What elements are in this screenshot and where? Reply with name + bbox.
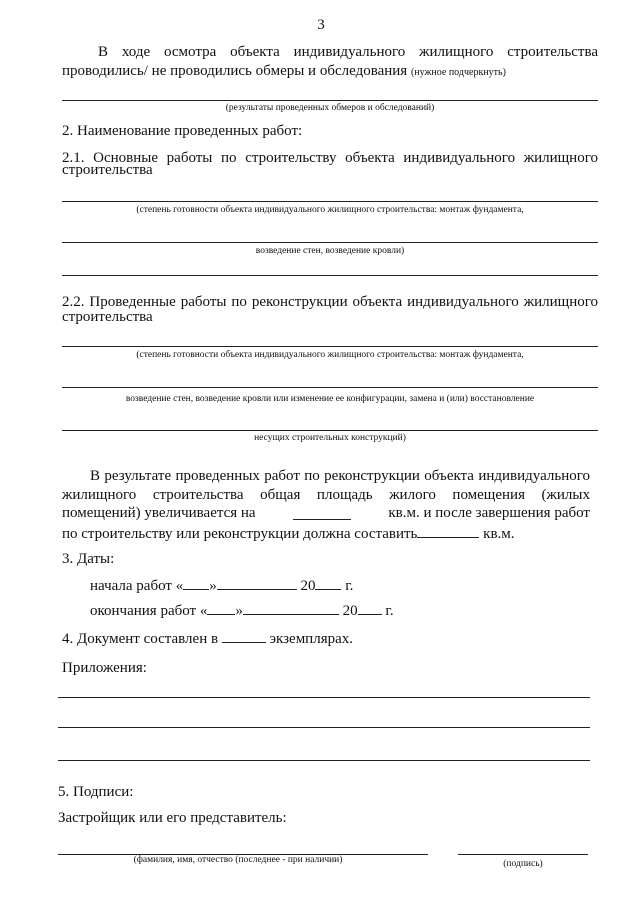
dates-heading: 3. Даты: bbox=[62, 551, 115, 567]
end-year-prefix: 20 bbox=[342, 603, 358, 619]
section-2-2-line-1: 2.2. Проведенные работы по реконструкции объекта индивидуального жилищного bbox=[62, 294, 598, 310]
section-2-2-caption-3: несущих строительных конструкций) bbox=[254, 433, 406, 443]
result-line-3-prefix: помещений) увеличивается на bbox=[62, 505, 256, 521]
copies-count-field[interactable] bbox=[222, 628, 266, 643]
section-2-1-line-b[interactable] bbox=[62, 242, 598, 243]
result-line-4-prefix: по строительству или реконструкции должна составить bbox=[62, 526, 418, 542]
area-increase-field[interactable] bbox=[293, 505, 351, 520]
section-2-1-line-2: строительства bbox=[62, 162, 153, 178]
result-line-3-suffix: кв.м. и после завершения работ bbox=[388, 505, 590, 521]
developer-signature-caption: (подпись) bbox=[503, 859, 543, 869]
section-2-1-caption-1: (степень готовности объекта индивидуального жилищного строительства: монтаж фундамента, bbox=[136, 205, 524, 215]
copies-row bbox=[62, 628, 353, 647]
end-quote-close: » bbox=[235, 603, 243, 619]
result-line-3 bbox=[62, 505, 590, 521]
result-line-4-suffix: кв.м. bbox=[483, 526, 515, 542]
attachments-line-1[interactable] bbox=[58, 697, 590, 698]
section-2-2-line-b[interactable] bbox=[62, 387, 598, 388]
start-date-row bbox=[90, 575, 353, 594]
start-date-label: начала работ « bbox=[90, 578, 184, 594]
start-year-prefix: 20 bbox=[300, 578, 316, 594]
total-area-field[interactable] bbox=[417, 523, 479, 538]
section-2-1-line-a[interactable] bbox=[62, 201, 598, 202]
attachments-heading: Приложения: bbox=[62, 660, 147, 676]
inspection-line-1: В ходе осмотра объекта индивидуального жилищного строительства bbox=[98, 44, 598, 60]
end-year-field[interactable] bbox=[358, 600, 382, 615]
section-2-2-line-a[interactable] bbox=[62, 346, 598, 347]
result-line-4 bbox=[62, 523, 515, 542]
end-day-field[interactable] bbox=[207, 600, 235, 615]
section-2-2-line-2: строительства bbox=[62, 309, 153, 325]
start-year-suffix: г. bbox=[345, 578, 354, 594]
inspection-note: (нужное подчеркнуть) bbox=[410, 67, 506, 78]
inspection-line-2-text: проводились/ не проводились обмеры и обследования bbox=[62, 63, 408, 79]
section-2-2-caption-2: возведение стен, возведение кровли или изменение ее конфигурации, замена и (или) восстановление bbox=[125, 394, 535, 404]
start-year-field[interactable] bbox=[315, 575, 341, 590]
copies-suffix: экземплярах. bbox=[269, 631, 354, 647]
signatures-heading: 5. Подписи: bbox=[58, 784, 134, 800]
end-date-row bbox=[90, 600, 394, 619]
section-2-1-line-1: 2.1. Основные работы по строительству объекта индивидуального жилищного bbox=[62, 150, 598, 166]
result-line-1: В результате проведенных работ по реконструкции объекта индивидуального bbox=[90, 468, 590, 484]
start-month-field[interactable] bbox=[217, 575, 297, 590]
start-day-field[interactable] bbox=[183, 575, 209, 590]
result-line-2: жилищного строительства общая площадь жилого помещения (жилых bbox=[62, 487, 590, 503]
developer-signature-line[interactable] bbox=[458, 854, 588, 855]
developer-label: Застройщик или его представитель: bbox=[58, 810, 287, 826]
attachments-line-3[interactable] bbox=[58, 760, 590, 761]
section-2-2-line-c[interactable] bbox=[62, 430, 598, 431]
inspection-line-2 bbox=[62, 63, 506, 81]
end-month-field[interactable] bbox=[243, 600, 339, 615]
section-2-1-caption-2: возведение стен, возведение кровли) bbox=[255, 246, 405, 256]
developer-name-caption: (фамилия, имя, отчество (последнее - при наличии) bbox=[133, 855, 343, 865]
copies-prefix: 4. Документ составлен в bbox=[62, 631, 219, 647]
end-date-label: окончания работ « bbox=[90, 603, 208, 619]
section-2-2-caption-1: (степень готовности объекта индивидуального жилищного строительства: монтаж фундамента, bbox=[136, 350, 524, 360]
inspection-results-caption: (результаты проведенных обмеров и обследований) bbox=[225, 103, 435, 113]
page-number: 3 bbox=[317, 17, 325, 33]
attachments-line-2[interactable] bbox=[58, 727, 590, 728]
start-quote-close: » bbox=[209, 578, 217, 594]
section-2-heading: 2. Наименование проведенных работ: bbox=[62, 123, 303, 139]
end-year-suffix: г. bbox=[385, 603, 394, 619]
section-2-1-line-c[interactable] bbox=[62, 275, 598, 276]
inspection-results-line[interactable] bbox=[62, 100, 598, 101]
